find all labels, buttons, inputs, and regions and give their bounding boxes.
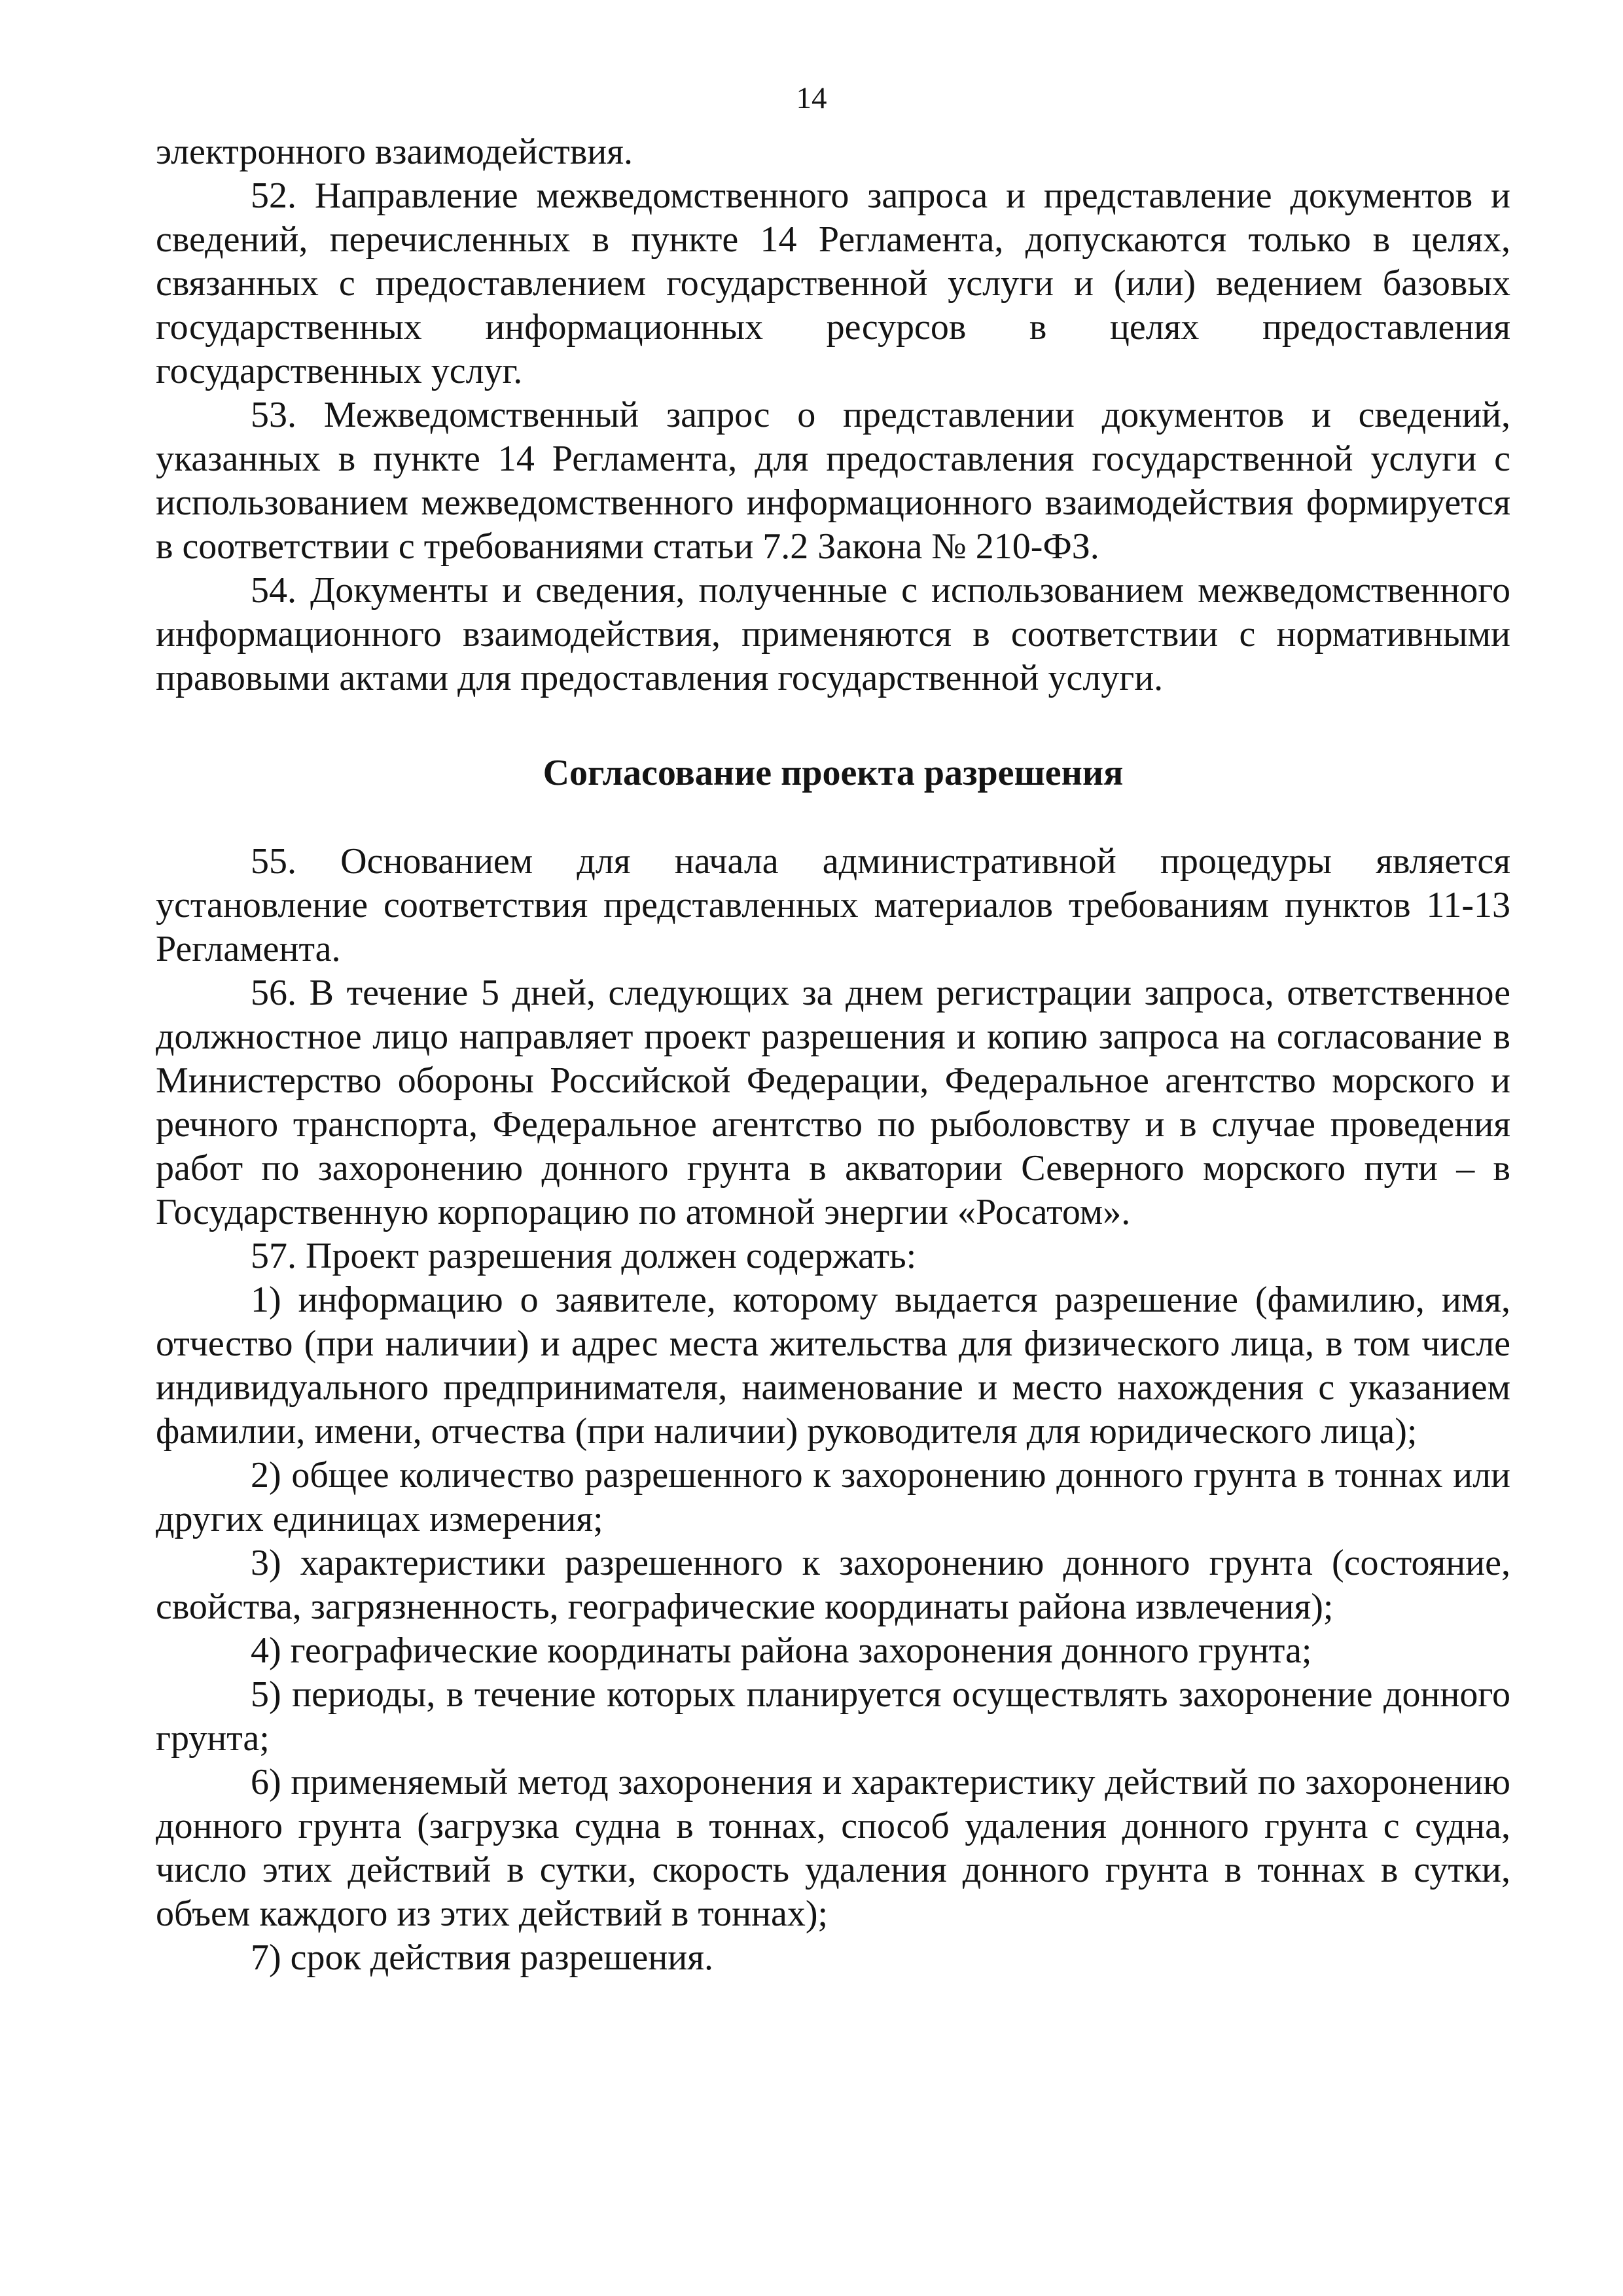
list-item-3: 3) характеристики разрешенного к захоронению донного грунта (состояние, свойства, загрязненность, географические координаты района извлечения); xyxy=(156,1543,1510,1627)
paragraph-54: 54. Документы и сведения, полученные с использованием межведомственного информационного взаимодействия, применяются в соответствии с нормативными правовыми актами для предоставления государственной услуги. xyxy=(156,570,1510,698)
paragraph-continuation: электронного взаимодействия. xyxy=(156,132,633,172)
list-item-2: 2) общее количество разрешенного к захоронению донного грунта в тоннах или других единицах измерения; xyxy=(156,1455,1510,1539)
paragraph-57: 57. Проект разрешения должен содержать: xyxy=(251,1236,917,1276)
list-item-6: 6) применяемый метод захоронения и характеристику действий по захоронению донного грунта (загрузка судна в тоннах, способ удаления донного грунта с судна, число этих действий в сутки, скорость удаления донного грунта в тоннах в сутки, объем каждого из этих действий в тоннах); xyxy=(156,1762,1510,1934)
page-number: 14 xyxy=(796,81,827,115)
paragraph-53: 53. Межведомственный запрос о представлении документов и сведений, указанных в пункте 14 Регламента, для предоставления государственной услуги с использованием межведомственного информационного взаимодействия формируется в соответствии с требованиями статьи 7.2 Закона № 210-ФЗ. xyxy=(156,395,1510,567)
paragraph-56: 56. В течение 5 дней, следующих за днем регистрации запроса, ответственное должностное лицо направляет проект разрешения и копию запроса на согласование в Министерство обороны Российской Федерации, Федеральное агентство морского и речного транспорта, Федеральное агентство по рыболовству и в случае проведения работ по захоронению донного грунта в акватории Северного морского пути – в Государственную корпорацию по атомной энергии «Росатом». xyxy=(156,973,1510,1232)
paragraph-52: 52. Направление межведомственного запроса и представление документов и сведений, перечисленных в пункте 14 Регламента, допускаются только в целях, связанных с предоставлением государственной услуги и (или) ведением базовых государственных информационных ресурсов в целях предоставления государственных услуг. xyxy=(156,175,1510,391)
list-item-5: 5) периоды, в течение которых планируется осуществлять захоронение донного грунта; xyxy=(156,1674,1510,1759)
paragraph-55: 55. Основанием для начала административной процедуры является установление соответствия представленных материалов требованиям пунктов 11-13 Регламента. xyxy=(156,841,1510,969)
list-item-4: 4) географические координаты района захоронения донного грунта; xyxy=(251,1630,1312,1671)
list-item-7: 7) срок действия разрешения. xyxy=(251,1937,714,1978)
list-item-1: 1) информацию о заявителе, которому выдается разрешение (фамилию, имя, отчество (при наличии) и адрес места жительства для физического лица, в том числе индивидуального предпринимателя, наименование и место нахождения с указанием фамилии, имени, отчества (при наличии) руководителя для юридического лица); xyxy=(156,1280,1510,1452)
document-body xyxy=(156,130,1510,1980)
section-heading: Согласование проекта разрешения xyxy=(543,753,1124,793)
